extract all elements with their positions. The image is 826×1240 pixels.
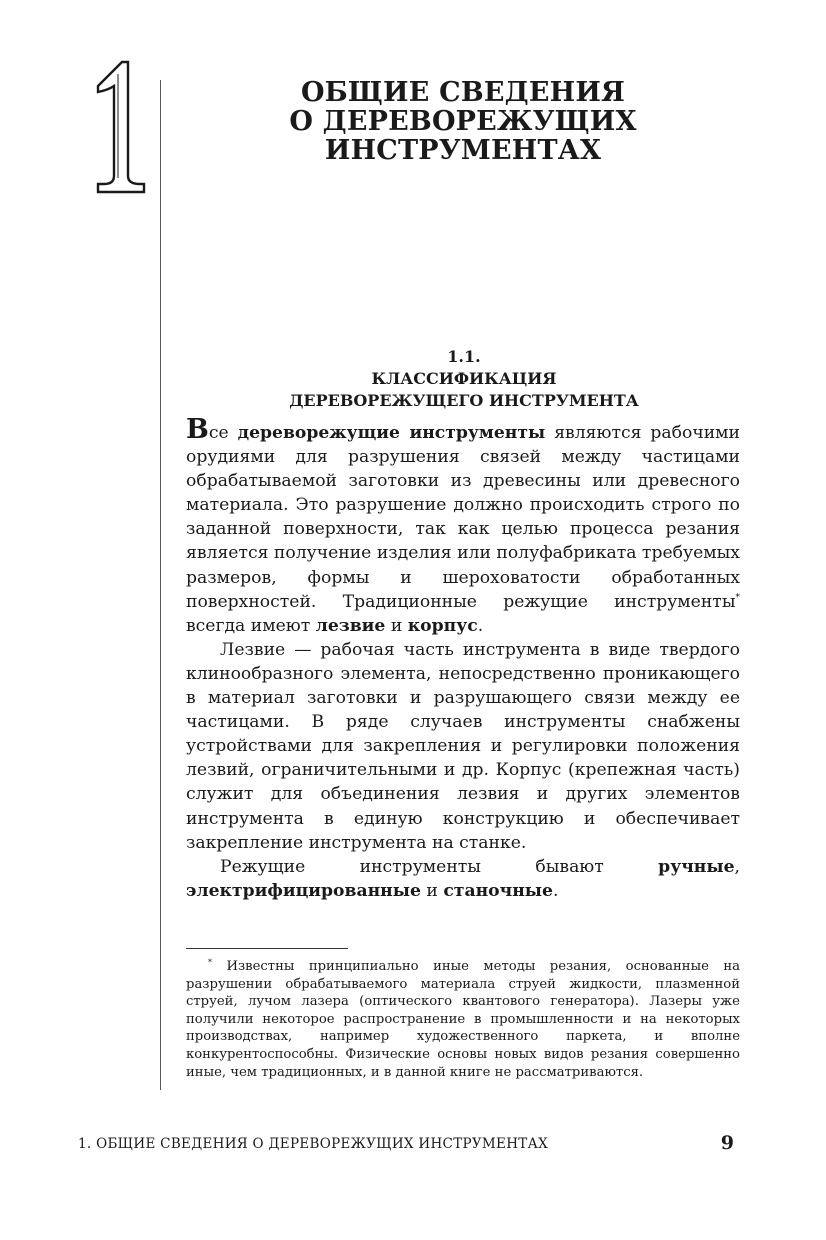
chapter-vertical-rule xyxy=(160,80,161,1090)
text-run: являются рабочими орудиями для разрушения связей между частицами обрабатываемой заготовки из древесины или древесного материала. Это разрушение должно происходить строго по заданной поверхности, так как целью процесса резания является получение изделия или полуфабриката требуемых размеров, формы и шероховатости обработанных поверхностей. Традиционные режущие инструменты xyxy=(186,423,740,612)
section-heading xyxy=(186,346,742,412)
text-run: Режущие инструменты бывают xyxy=(220,856,659,877)
term-manual: ручные xyxy=(658,856,735,877)
footnote-reference[interactable]: * xyxy=(735,592,740,603)
running-head: 1. ОБЩИЕ СВЕДЕНИЯ О ДЕРЕВОРЕЖУЩИХ ИНСТРУМЕНТАХ xyxy=(78,1136,549,1152)
text-run: и xyxy=(420,880,444,901)
footnote-divider xyxy=(186,948,348,949)
chapter-number xyxy=(92,56,150,196)
footnote-text: Известны принципиально иные методы резания, основанные на разрушении обрабатываемого материала струей жидкости, плазменной струей, лучом лазера (оптического квантового генератора). Лазеры уже получили некоторое распространение в промышленности и на некоторых производствах, например художественного паркета, и вполне конкурентоспособны. Физические основы новых видов резания совершенно иные, чем традиционных, и в данной книге не рассматриваются. xyxy=(186,959,740,1080)
term-blade: лезвие xyxy=(315,615,386,636)
body-text xyxy=(186,414,740,903)
text-run: се xyxy=(208,423,238,443)
footnote-mark: * xyxy=(208,958,212,967)
paragraph-1 xyxy=(186,414,740,638)
section-title-line: КЛАССИФИКАЦИЯ xyxy=(371,369,557,388)
text-run: всегда имеют xyxy=(186,615,316,636)
term-machine: станочные xyxy=(443,880,553,901)
text-run: , xyxy=(734,856,740,877)
chapter-title xyxy=(228,78,698,165)
page-number: 9 xyxy=(720,1132,734,1154)
term-body: корпус xyxy=(407,615,478,636)
paragraph-2: Лезвие — рабочая часть инструмента в виде твердого клинообразного элемента, непосредственно проникающего в материал заготовки и разрушающего связи между ее частицами. В ряде случаев инструменты снабжены устройствами для закрепления и регулировки положения лезвий, ограничительными и др. Корпус (крепежная часть) служит для объединения лезвия и других элементов инструмента в единую конструкцию и обеспечивает закрепление инструмента на станке. xyxy=(186,639,740,853)
section-number: 1.1. xyxy=(447,347,481,366)
chapter-title-line: ИНСТРУМЕНТАХ xyxy=(324,135,602,166)
footnote xyxy=(186,958,740,1081)
drop-cap: В xyxy=(186,414,209,445)
term-woodcutting-tools: дереворежущие инструменты xyxy=(237,423,546,443)
term-electrified: электрифицированные xyxy=(186,880,421,901)
section-title-line: ДЕРЕВОРЕЖУЩЕГО ИНСТРУМЕНТА xyxy=(289,391,639,410)
text-run: . xyxy=(477,615,484,636)
paragraph-3 xyxy=(186,855,740,903)
text-run: и xyxy=(385,615,408,636)
text-run: . xyxy=(552,880,559,901)
chapter-title-line: ОБЩИЕ СВЕДЕНИЯ xyxy=(300,77,626,108)
chapter-title-line: О ДЕРЕВОРЕЖУЩИХ xyxy=(289,106,637,137)
